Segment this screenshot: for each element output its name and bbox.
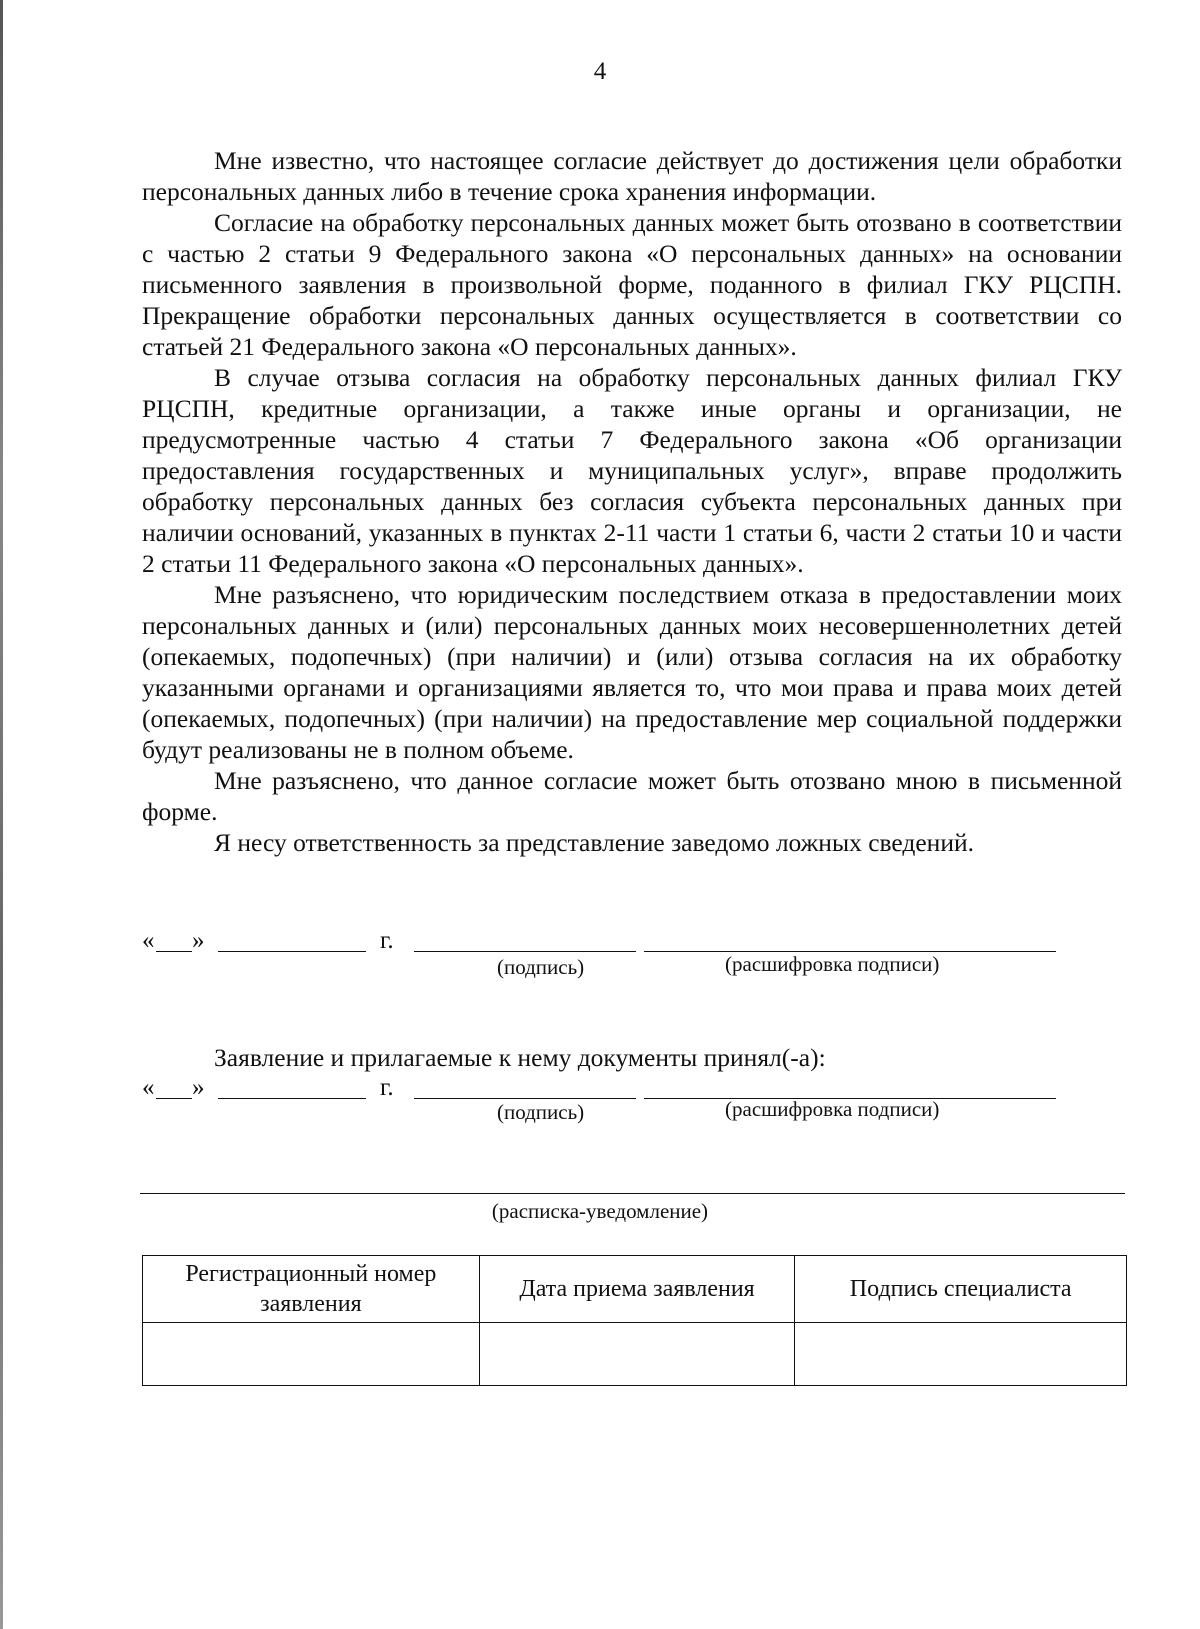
signature-decoding-field[interactable] [644,927,1056,952]
specialist-signature-cell[interactable] [795,1323,1127,1386]
registration-number-cell[interactable] [143,1323,480,1386]
accepted-by-label: Заявление и прилагаемые к нему документы принял(-а): [214,1043,826,1072]
header-specialist-signature: Подпись специалиста [795,1256,1127,1323]
table-row [143,1323,1127,1386]
signature-decoding-field[interactable] [644,1074,1056,1099]
receipt-rule [140,1193,1125,1194]
decoding-caption: (расшифровка подписи) [725,952,940,976]
day-field[interactable] [156,1074,192,1099]
quote-open: « [142,1074,155,1101]
paragraph-written-withdrawal: Мне разъяснено, что данное согласие может быть отозвано мною в письменной форме. [142,766,1122,826]
receipt-date-cell[interactable] [479,1323,795,1386]
signature-caption: (подпись) [497,955,585,979]
scan-edge [0,0,3,1629]
year-suffix: г. [380,1074,394,1101]
header-registration-number: Регистрационный номер заявления [143,1256,480,1323]
registration-table [142,1255,1127,1386]
quote-close: » [192,927,205,954]
table-header-row [143,1256,1127,1323]
quote-open: « [142,927,155,954]
month-field[interactable] [218,1074,366,1099]
decoding-caption: (расшифровка подписи) [725,1097,940,1121]
paragraph-continued-processing: В случае отзыва согласия на обработку персональных данных филиал ГКУ РЦСПН, кредитные организации, а также иные органы и организации, не предусмотренные частью 4 статьи 7 Федерального закона «Об организации предоставления государственных и муниципальных услуг», вправе продолжить обработку персональных данных без согласия субъекта персональных данных при наличии оснований, указанных в пунктах 2-11 части 1 статьи 6, части 2 статьи 10 и части 2 статьи 11 Федерального закона «О персональных данных». [142,363,1122,578]
paragraph-consequences: Мне разъяснено, что юридическим последствием отказа в предоставлении моих персональных данных и (или) персональных данных моих несовершеннолетних детей (опекаемых, подопечных) (при наличии) и (или) отзыва согласия на их обработку указанными органами и организациями является то, что мои права и права моих детей (опекаемых, подопечных) (при наличии) на предоставление мер социальной поддержки будут реализованы не в полном объеме. [142,580,1122,764]
signature-field[interactable] [414,1074,636,1099]
day-field[interactable] [156,927,192,952]
receipt-caption: (расписка-уведомление) [491,1199,709,1223]
signature-field[interactable] [414,927,636,952]
header-receipt-date: Дата приема заявления [479,1256,795,1323]
page-number: 4 [593,58,607,85]
paragraph-withdrawal: Согласие на обработку персональных данных может быть отозвано в соответствии с частью 2 статьи 9 Федерального закона «О персональных данных» на основании письменного заявления в произвольной форме, поданного в филиал ГКУ РЦСПН. Прекращение обработки персональных данных осуществляется в соответствии со статьей 21 Федерального закона «О персональных данных». [142,208,1122,361]
receiver-signature-line [142,1074,1102,1104]
year-suffix: г. [380,927,394,954]
paragraph-responsibility: Я несу ответственность за представление заведомо ложных сведений. [214,828,974,857]
month-field[interactable] [218,927,366,952]
paragraph-validity: Мне известно, что настоящее согласие действует до достижения цели обработки персональных данных либо в течение срока хранения информации. [142,146,1122,206]
applicant-signature-line [142,927,1102,957]
signature-caption: (подпись) [497,1100,585,1124]
quote-close: » [192,1074,205,1101]
consent-body [142,145,1122,858]
